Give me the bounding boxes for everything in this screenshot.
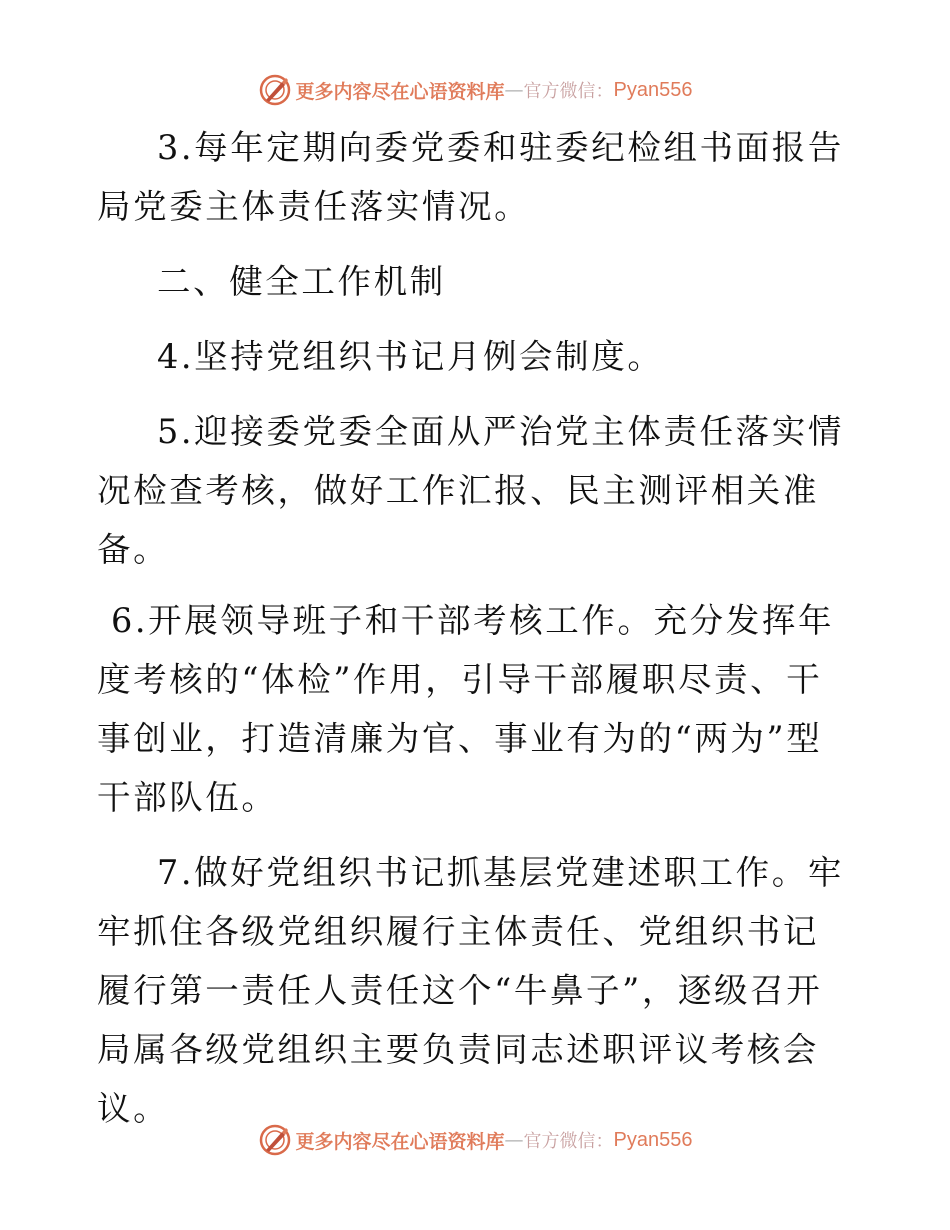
watermark-wechat-id: Pyan556	[613, 1128, 693, 1151]
watermark-text: 更多内容尽在心语资料库	[295, 80, 505, 103]
paragraph-item-4: 4.坚持党组织书记月例会制度。	[157, 337, 664, 376]
paragraph-item-5: 5.迎接委党委全面从严治党主体责任落实情况检查考核，做好工作汇报、民主测评相关准备。	[97, 412, 844, 569]
paragraph-item-7: 7.做好党组织书记抓基层党建述职工作。牢牢抓住各级党组织履行主体责任、党组织书记履行第一责任人责任这个“牛鼻子”，逐级召开局属各级党组织主要负责同志述职评议考核会议。	[97, 853, 844, 1128]
section-heading: 二、健全工作机制	[157, 262, 446, 301]
document-body	[97, 118, 853, 1138]
footer-watermark	[0, 1120, 950, 1160]
seal-pen-logo-icon	[258, 73, 292, 107]
paragraph-item-3: 3.每年定期向委党委和驻委纪检组书面报告局党委主体责任落实情况。	[97, 128, 844, 226]
paragraph-item-6: 6.开展领导班子和干部考核工作。充分发挥年度考核的“体检”作用，引导干部履职尽责、干事创业，打造清廉为官、事业有为的“两为”型干部队伍。	[97, 601, 835, 817]
watermark-separator: —	[504, 79, 524, 101]
header-watermark	[0, 70, 950, 110]
watermark-wechat-label: 官方微信：	[523, 1131, 614, 1152]
watermark-text: 更多内容尽在心语资料库	[295, 1130, 505, 1153]
seal-pen-logo-icon	[258, 1123, 292, 1157]
watermark-wechat-id: Pyan556	[613, 78, 693, 101]
watermark-separator: —	[504, 1129, 524, 1151]
watermark-wechat-label: 官方微信：	[523, 81, 614, 102]
